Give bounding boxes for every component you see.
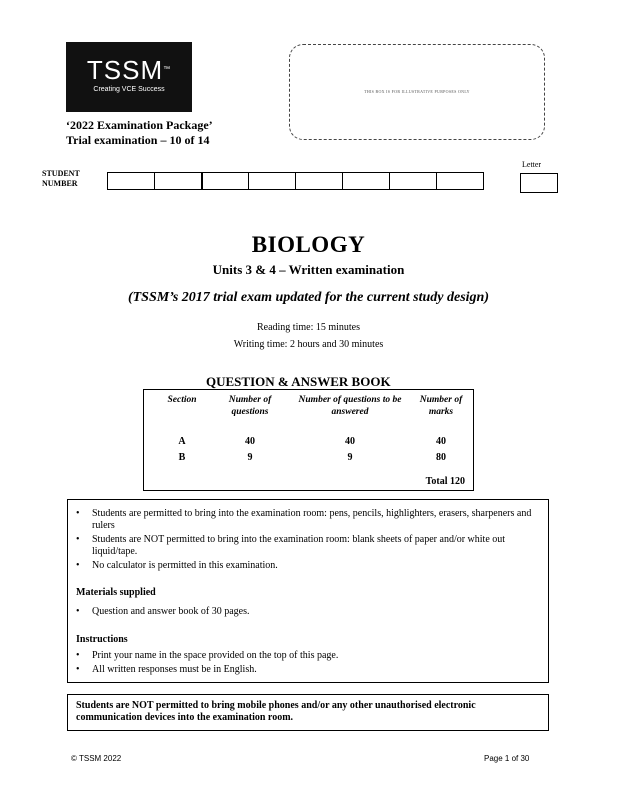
instructions-item: All written responses must be in English. (92, 664, 257, 675)
rule-item: Students are NOT permitted to bring into the examination room: blank sheets of paper and/or white out liquid/tape. (92, 534, 506, 557)
student-number-label (42, 169, 80, 189)
rule-item: No calculator is permitted in this examination. (92, 560, 278, 571)
table-header-answered: Number of questions to be answered (298, 395, 402, 417)
student-number-box[interactable] (248, 172, 296, 190)
student-number-box[interactable] (154, 172, 202, 190)
instructions-item: Print your name in the space provided on the top of this page. (92, 650, 339, 661)
student-number-box[interactable] (107, 172, 155, 190)
exam-rules-box (67, 499, 549, 683)
logo-brand: TSSM™ (86, 55, 172, 85)
student-number-label-line2: NUMBER (42, 179, 78, 188)
materials-heading: Materials supplied (76, 587, 156, 598)
bullet-icon: • (76, 606, 80, 617)
bullet-icon: • (76, 560, 80, 571)
row-a-questions: 40 (245, 436, 255, 447)
devices-notice: Students are NOT permitted to bring mobile phones and/or any other unauthorised electronic communication devices into the examination room. (67, 694, 549, 731)
row-a-answered: 40 (345, 436, 355, 447)
student-number-box[interactable] (201, 172, 249, 190)
qa-book-table (143, 389, 474, 491)
trial-exam-line: Trial examination – 10 of 14 (66, 133, 210, 147)
reading-time: Reading time: 15 minutes (256, 322, 361, 333)
row-b-questions: 9 (247, 452, 253, 463)
student-number-boxes (108, 172, 484, 190)
letter-label: Letter (522, 160, 542, 169)
table-header-section: Section (167, 395, 197, 405)
tssm-logo (66, 42, 192, 112)
row-b-marks: 80 (436, 452, 446, 463)
table-header-marks: Number of marks (419, 395, 463, 417)
student-number-box[interactable] (342, 172, 390, 190)
instructions-heading: Instructions (76, 634, 128, 645)
row-a-marks: 40 (436, 436, 446, 447)
exam-units: Units 3 & 4 – Written examination (212, 262, 405, 277)
qa-book-title: QUESTION & ANSWER BOOK (206, 374, 391, 389)
row-a-section: A (178, 436, 186, 447)
student-number-box[interactable] (295, 172, 343, 190)
student-number-box[interactable] (389, 172, 437, 190)
rule-item: Students are permitted to bring into the examination room: pens, pencils, highlighters, erasers, sharpeners and rulers (92, 508, 532, 531)
table-header-questions: Number of questions (228, 395, 272, 417)
row-b-answered: 9 (347, 452, 353, 463)
bullet-icon: • (76, 534, 80, 545)
student-number-label-line1: STUDENT (42, 169, 80, 178)
illustrative-box-text: THIS BOX IS FOR ILLUSTRATIVE PURPOSES ONLY (364, 89, 470, 94)
logo-tagline: Creating VCE Success (93, 86, 165, 93)
footer-copyright: © TSSM 2022 (71, 754, 122, 763)
footer-page-number: Page 1 of 30 (484, 754, 530, 763)
bullet-icon: • (76, 650, 80, 661)
student-number-box[interactable] (436, 172, 484, 190)
total-marks: Total 120 (425, 476, 465, 487)
illustrative-box (289, 44, 545, 140)
exam-subtitle: (TSSM’s 2017 trial exam updated for the current study design) (127, 290, 490, 305)
package-line: ‘2022 Examination Package’ (66, 118, 213, 132)
letter-box[interactable] (520, 173, 558, 193)
bullet-icon: • (76, 508, 80, 519)
bullet-icon: • (76, 664, 80, 675)
exam-package-info (66, 118, 213, 148)
exam-title: BIOLOGY (251, 232, 366, 257)
writing-time: Writing time: 2 hours and 30 minutes (233, 339, 384, 350)
row-b-section: B (178, 452, 186, 463)
materials-item: Question and answer book of 30 pages. (92, 606, 250, 617)
